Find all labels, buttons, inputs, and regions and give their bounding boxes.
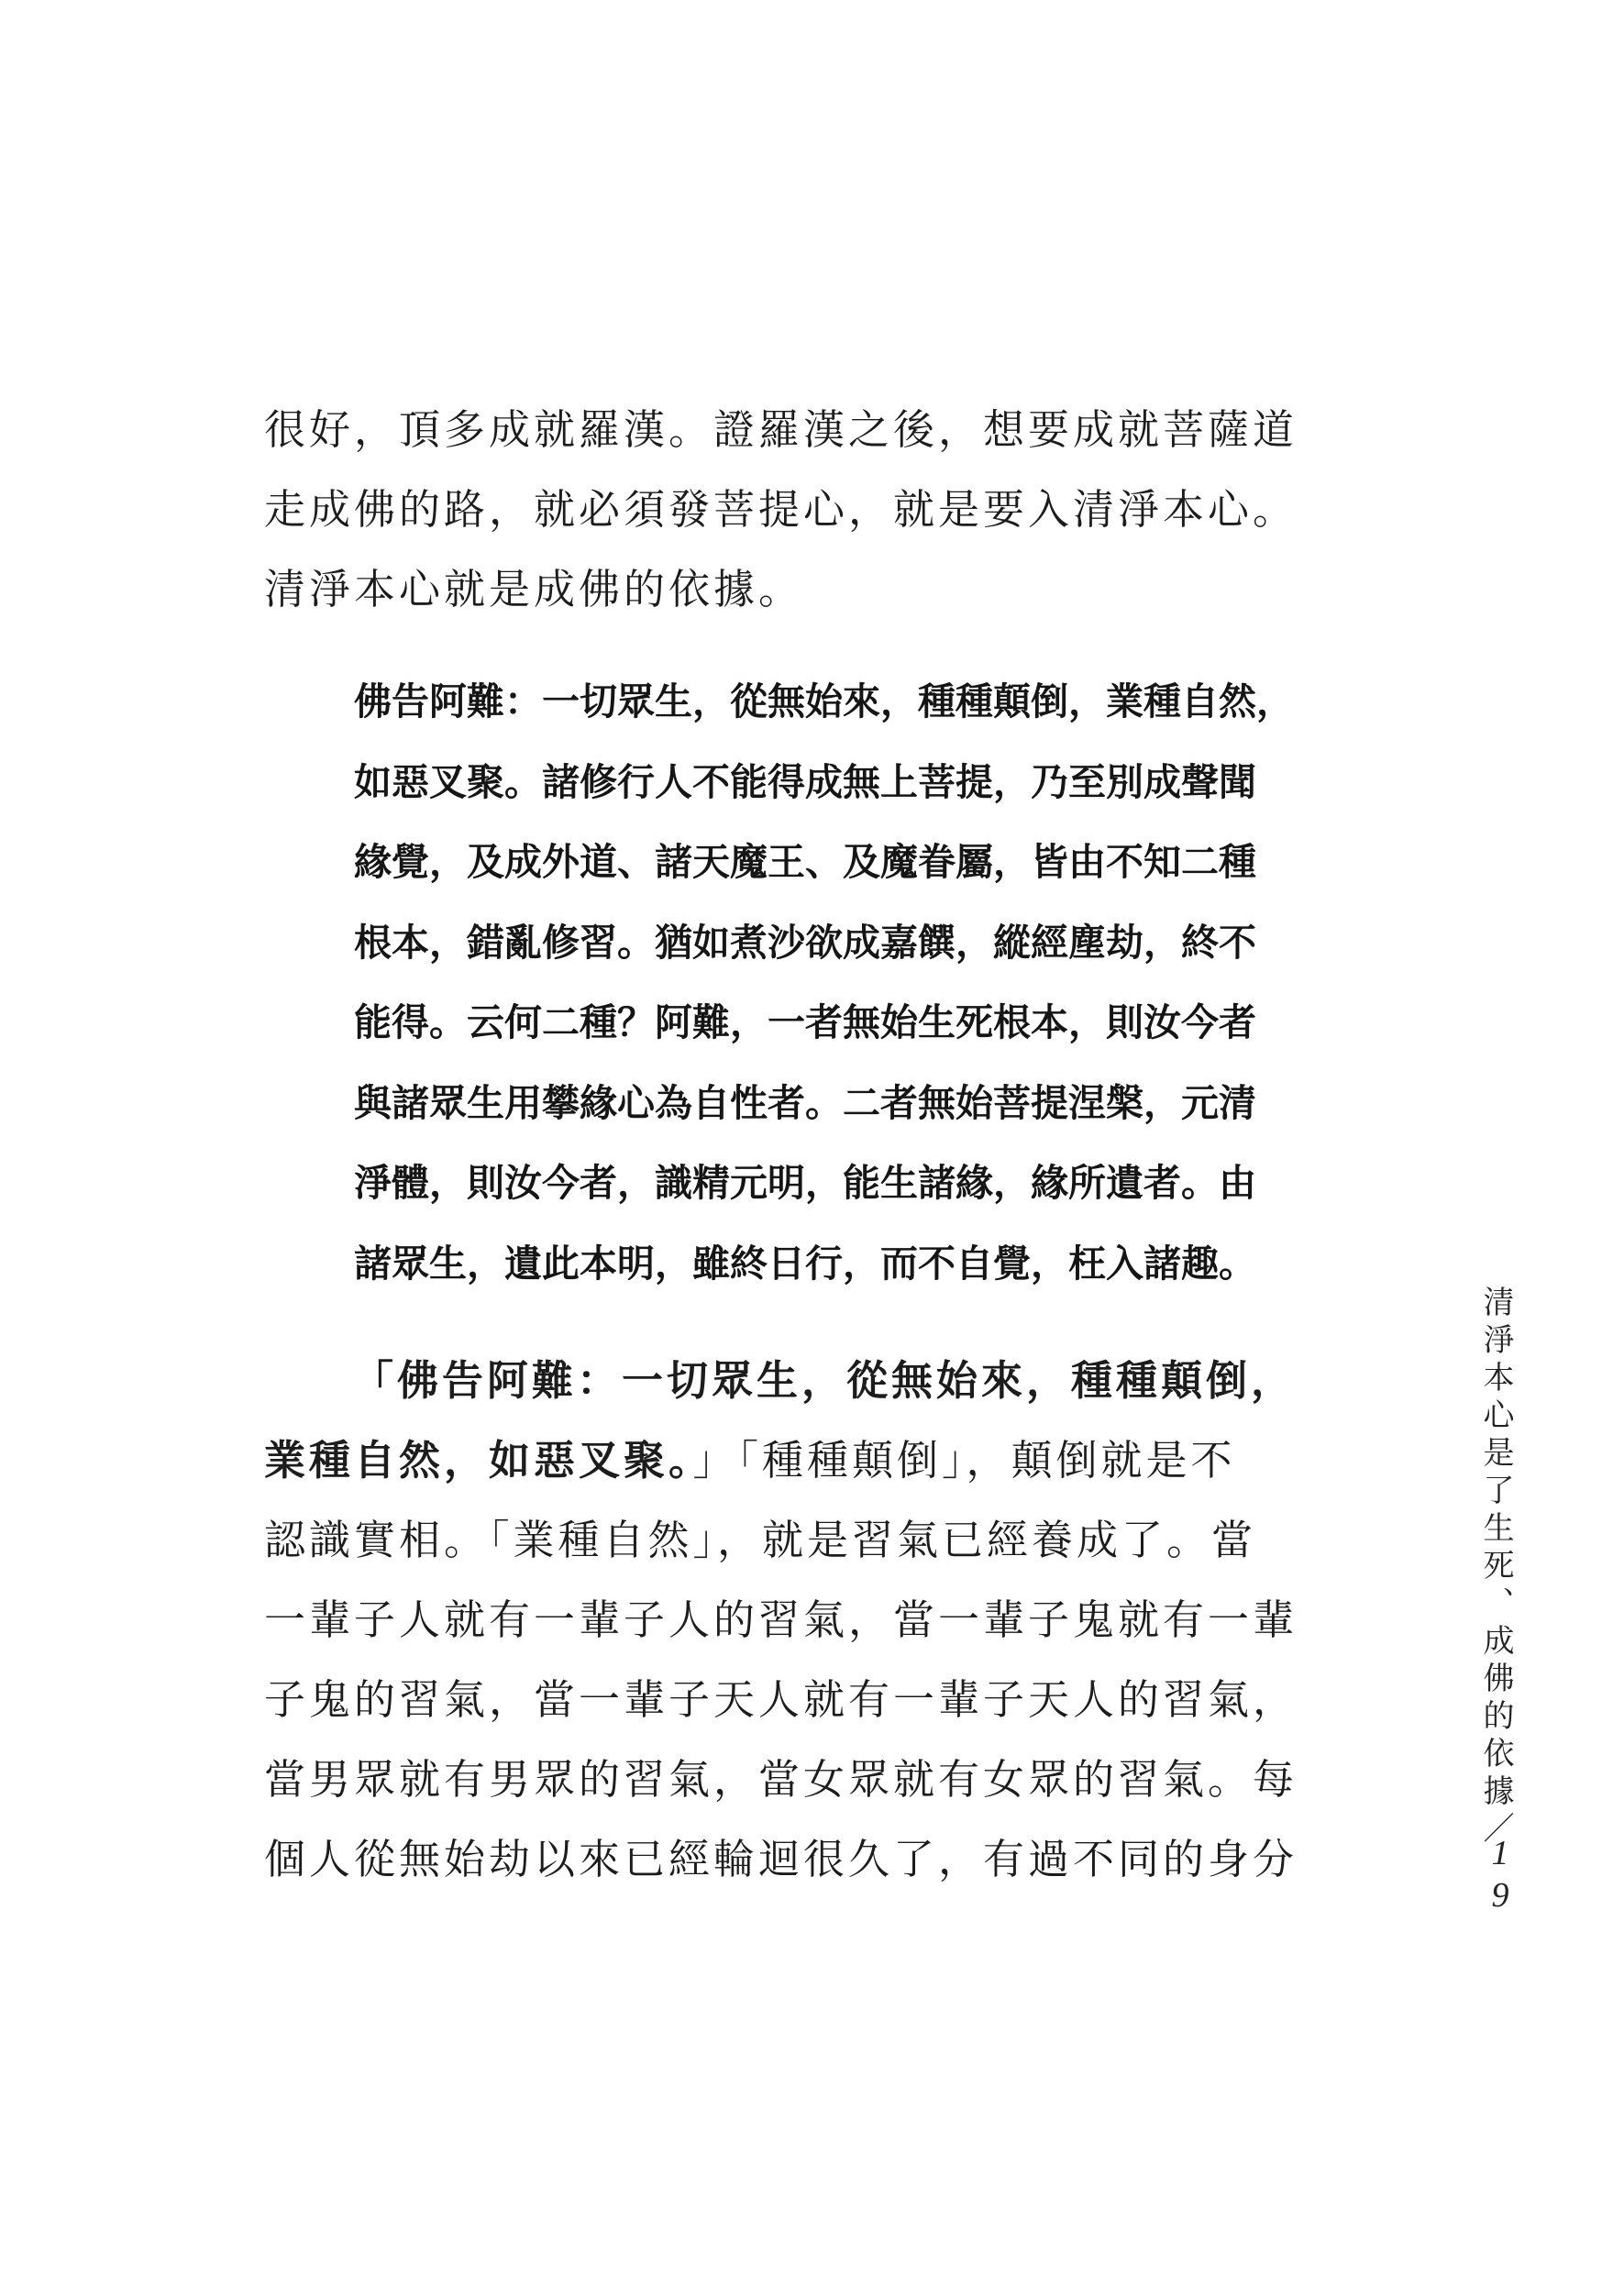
- text-line: 認識實相。「業種自然」，就是習氣已經養成了。當: [264, 1516, 1257, 1564]
- text-line: 清淨本心就是成佛的依據。: [264, 565, 804, 613]
- text-line: 個人從無始劫以來已經輪迴很久了，有過不同的身分: [264, 1835, 1298, 1883]
- quote-line: 與諸眾生用攀緣心為自性者。二者無始菩提涅槃，元清: [354, 1082, 1256, 1124]
- text-line: 子鬼的習氣，當一輩子天人就有一輩子天人的習氣，: [264, 1675, 1298, 1724]
- quoted-sutra-text: 業種自然，如惡叉聚。: [264, 1436, 693, 1485]
- running-header: 清淨本心是了生死、成佛的依據／: [1477, 1286, 1514, 1849]
- text-line: 當男眾就有男眾的習氣，當女眾就有女眾的習氣。每: [264, 1755, 1298, 1804]
- text-line: [264, 1436, 1236, 1485]
- quote-line: 緣覺，及成外道、諸天魔王、及魔眷屬，皆由不知二種: [354, 841, 1256, 883]
- text-line: 很好，頂多成就羅漢。證羅漢之後，想要成就菩薩道: [264, 405, 1298, 454]
- quote-line: 諸眾生，遺此本明，雖終日行，而不自覺，枉入諸趣。: [354, 1242, 1256, 1285]
- quote-line: 能得。云何二種？阿難，一者無始生死根本，則汝今者: [354, 1001, 1256, 1043]
- text-line: 一輩子人就有一輩子人的習氣，當一輩子鬼就有一輩: [264, 1595, 1298, 1644]
- quote-line: 佛告阿難：一切眾生，從無始來，種種顛倒，業種自然，: [354, 680, 1294, 723]
- quoted-sutra-text: 「佛告阿難：一切眾生，從無始來，種種顛倒，: [352, 1356, 1297, 1405]
- quote-line: 如惡叉聚。諸修行人不能得成無上菩提，乃至別成聲聞: [354, 761, 1256, 803]
- commentary-text: 」「種種顛倒」，顛倒就是不: [692, 1436, 1236, 1485]
- quote-line: 根本，錯亂修習。猶如煮沙欲成嘉饌，縱經塵劫，終不: [354, 922, 1256, 964]
- text-line: 走成佛的路，就必須發菩提心，就是要入清淨本心。: [264, 485, 1298, 534]
- page-number: 19: [1481, 1834, 1519, 1918]
- text-line: [352, 1356, 1297, 1405]
- quote-line: 淨體，則汝今者，識精元明，能生諸緣，緣所遺者。由: [354, 1162, 1256, 1204]
